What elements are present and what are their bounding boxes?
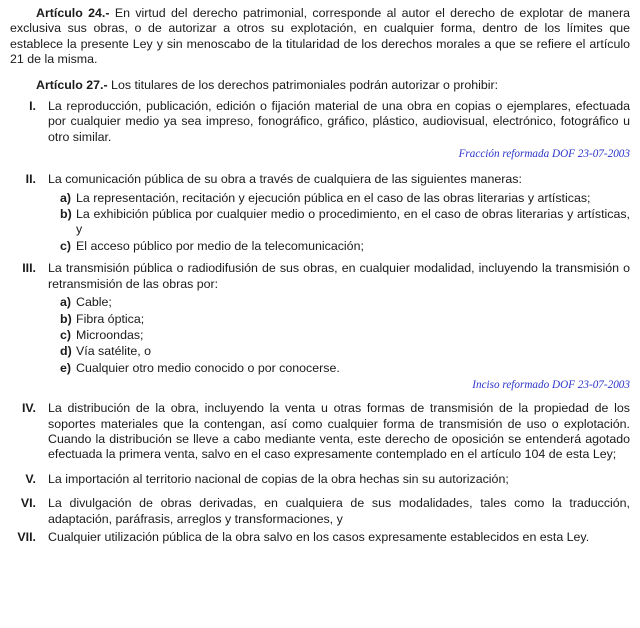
fraction-text: La distribución de la obra, incluyendo la venta u otras formas de transmisión de la propiedad de los soportes materiales que la contengan, así como cualquier forma de transmisión de uso o explotación. Cuando la distribución se lleve a cabo mediante venta, este derecho de oposición se entenderá agotado efectuada la primera venta, salvo en el caso expresamente contemplado en el artículo 104 de esta Ley; <box>48 401 630 462</box>
subitem <box>10 312 630 327</box>
fraction-marker: VI. <box>20 496 36 511</box>
subitem-text: Microondas; <box>76 327 144 342</box>
fraction-item-i <box>10 99 630 145</box>
subitem <box>10 328 630 343</box>
subitem-text: El acceso público por medio de la telecomunicación; <box>76 238 364 253</box>
subitem-marker: c) <box>60 327 72 342</box>
fraction-item-iv <box>10 401 630 463</box>
subitem <box>10 295 630 310</box>
article-paragraph-27 <box>10 78 630 93</box>
fraction-text: La reproducción, publicación, edición o fijación material de una obra en copias o ejemplares, efectuada por cualquier medio ya sea impreso, fonográfico, gráfico, plástico, audiovisual, electrónico, fotográfico u otro similar. <box>48 99 630 144</box>
article-paragraph-24 <box>10 6 630 68</box>
subitem-text: La representación, recitación y ejecución pública en el caso de las obras literarias y artísticas; <box>76 190 591 205</box>
fraction-marker: IV. <box>21 401 36 416</box>
subitem <box>10 191 630 206</box>
subitem <box>10 239 630 254</box>
subitem-marker: a) <box>60 295 72 310</box>
fraction-text: La comunicación pública de su obra a través de cualquiera de las siguientes maneras: <box>48 172 522 187</box>
article-body-24: En virtud del derecho patrimonial, corresponde al autor el derecho de explotar de manera exclusiva sus obras, o de autorizar a otros su explotación, en cualquier forma, dentro de los límites que establece la presente Ley y sin menoscabo de la titularidad de los derechos morales a que se refiere el artículo 21 de la misma. <box>10 6 630 67</box>
subitem-list-ii <box>10 191 630 255</box>
article-label-24: Artículo 24.- <box>36 6 110 20</box>
fraction-text: La transmisión pública o radiodifusión de sus obras, en cualquier modalidad, incluyendo la transmisión o retransmisión de las obras por: <box>48 261 630 291</box>
reform-note-inciso: Inciso reformado DOF 23-07-2003 <box>472 379 630 392</box>
fraction-item-vii <box>10 530 630 545</box>
subitem-text: Vía satélite, o <box>76 344 152 359</box>
subitem-marker: d) <box>60 344 72 359</box>
fraction-item-ii <box>10 172 630 187</box>
subitem-text: Cable; <box>76 295 112 310</box>
fraction-text: La importación al territorio nacional de copias de la obra hechas sin su autorización; <box>48 471 509 486</box>
fraction-text: La divulgación de obras derivadas, en cualquiera de sus modalidades, tales como la traducción, adaptación, paráfrasis, arreglos y transformaciones, y <box>48 496 630 526</box>
subitem <box>10 361 630 376</box>
subitem-text: La exhibición pública por cualquier medio o procedimiento, en el caso de obras literarias y artísticas, y <box>76 207 630 237</box>
article-label-27: Artículo 27.- <box>36 77 108 92</box>
subitem-marker: a) <box>60 190 72 205</box>
subitem-text: Cualquier otro medio conocido o por conocerse. <box>76 360 340 375</box>
fraction-item-vi <box>10 496 630 527</box>
fraction-item-v <box>10 472 630 487</box>
fraction-marker: V. <box>25 471 36 486</box>
fraction-marker: VII. <box>17 529 36 544</box>
fraction-marker: I. <box>29 99 36 114</box>
fraction-item-iii <box>10 261 630 292</box>
fraction-text: Cualquier utilización pública de la obra salvo en los casos expresamente establecidos en esta Ley. <box>48 529 590 544</box>
subitem-marker: b) <box>60 207 72 222</box>
subitem <box>10 207 630 238</box>
subitem <box>10 344 630 359</box>
article-body-27: Los titulares de los derechos patrimoniales podrán autorizar o prohibir: <box>107 77 499 92</box>
subitem-marker: c) <box>60 238 72 253</box>
fraction-marker: II. <box>25 172 36 187</box>
reform-note-fraccion: Fracción reformada DOF 23-07-2003 <box>458 148 630 161</box>
subitem-list-iii <box>10 295 630 376</box>
fraction-marker: III. <box>22 261 36 276</box>
subitem-text: Fibra óptica; <box>76 311 145 326</box>
subitem-marker: b) <box>60 311 72 326</box>
subitem-marker: e) <box>60 360 72 375</box>
